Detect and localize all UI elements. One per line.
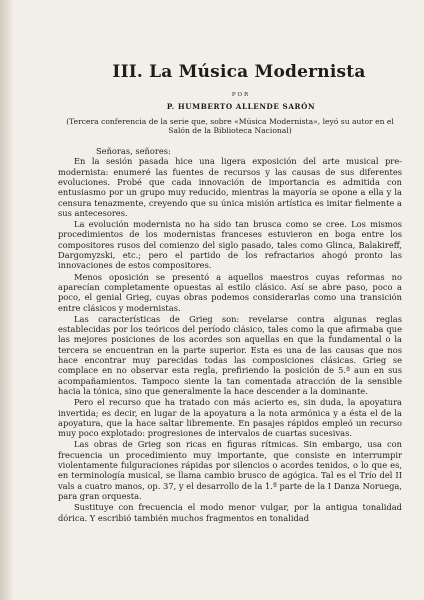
author-name: P. HUMBERTO ALLENDE SARÓN	[166, 102, 316, 111]
page-binding-shadow	[0, 0, 14, 600]
greeting: Señoras, señores:	[96, 145, 171, 156]
lecture-note: (Tercera conferencia de la serie que, sobre «Música Modernista», leyó su autor en el Salón de la Biblioteca Nacional)	[66, 117, 394, 136]
byline-por: POR	[231, 92, 251, 98]
paragraph-7: Sustituye con frecuencia el modo menor vulgar, por la antigua tonalidad dórica. Y escribió también muchos fragmentos en tonalidad	[58, 502, 402, 523]
paragraph-2: La evolución modernista no ha sido tan brusca como se cree. Los mismos procedimientos de los modernistas franceses estuvieron en boga entre los compositores rusos del comienzo del siglo pasado, tales como Glinca, Balakireff, Dargomyzski, etc.; pero el partido de los refractarios ahogó pronto las innovaciones de estos compositores.	[58, 219, 402, 271]
article-title: III. La Música Modernista	[112, 62, 366, 82]
paragraph-3: Menos oposición se presentó a aquellos maestros cuyas reformas no aparecían completamente opuestas al estilo clásico. Así se abre paso, poco a poco, el genial Grieg, cuyas obras podemos considerarlas como una transición entre clásicos y modernistas.	[58, 271, 402, 313]
paragraph-6: Las obras de Grieg son ricas en figuras rítmicas. Sin embargo, usa con frecuencia un procedimiento muy importante, que consiste en interrumpir violentamente fulguraciones rápidas por silencios o acordes tenidos, o lo que es, en terminología musical, se llama cambio brusco de agógica. Tal es el Trío del II vals a cuatro manos, op. 37, y el desarrollo de la 1.ª parte de la I Danza Noruega, para gran orquesta.	[58, 439, 402, 501]
paragraph-5: Pero el recurso que ha tratado con más acierto es, sin duda, la apoyatura invertida; es decir, en lugar de la apoyatura a la nota armónica y a ésta el de la apoyatura, que la hace saltar libremente. En pasajes rápidos empleó un recurso muy poco explotado: progresiones de intervalos de cuartas sucesivas.	[58, 397, 402, 439]
paragraph-1: En la sesión pasada hice una ligera exposición del arte musical pre-modernista: enumeré las fuentes de recursos y las causas de sus diferentes evoluciones. Probé que cada innovación de importancia es admitida con entusiasmo por un grupo muy reducido, mientras la mayoría se opone a ella y la censura tenazmente, creyendo que su única misión artística es imitar fielmente a sus antecesores.	[58, 156, 402, 218]
paragraph-4: Las características de Grieg son: revelarse contra algunas reglas establecidas por los teóricos del período clásico, tales como la que afirmaba que las mejores posiciones de los acordes son aquellas en que la fundamental o la tercera se encuentran en la parte superior. Esta es una de las causas que nos hace encontrar muy parecidas todas las composiciones clásicas. Grieg se complace en no observar esta regla, prefiriendo la posición de 5.ª aun en sus acompañamientos. Tampoco siente la tan comentada atracción de la sensible hacia la tónica, sino que generalmente la hace descender a la dominante.	[58, 313, 402, 396]
